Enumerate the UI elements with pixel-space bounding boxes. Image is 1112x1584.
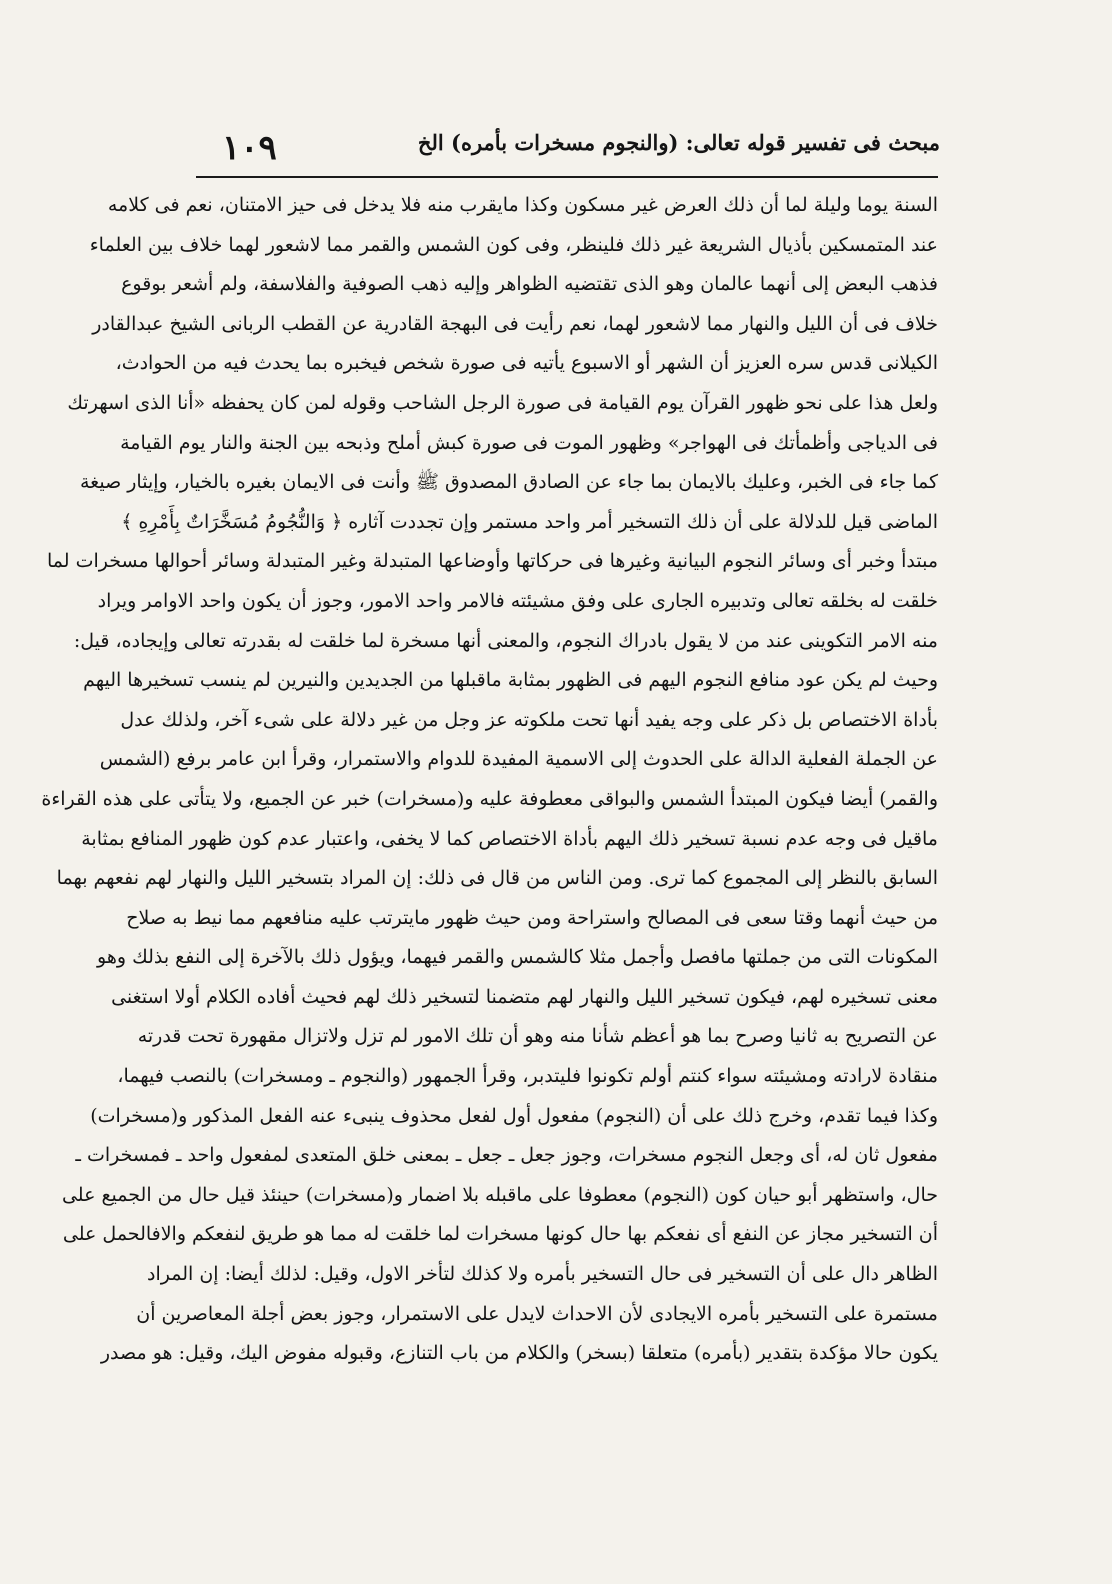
text-line: المكونات التى من جملتها مافصل وأجمل مثلا كالشمس والقمر فيهما، ويؤول ذلك بالآخرة إلى النفع بذلك وهو (97, 946, 938, 969)
text-line: وكذا فيما تقدم، وخرج ذلك على أن (النجوم) مفعول أول لفعل محذوف ينبىء عنه الفعل المذكور و(مسخرات) (90, 1104, 938, 1127)
text-line: ماقيل فى وجه عدم نسبة تسخير ذلك اليهم بأداة الاختصاص كما لا يخفى، واعتبار عدم كون ظهور المنافع بمثابة (81, 827, 938, 850)
text-line: مستمرة على التسخير بأمره الايجادى لأن الاحداث لايدل على الاستمرار، وجوز بعض أجلة المعاصرين أن (136, 1302, 938, 1325)
page-number: ١٠٩ (222, 128, 277, 168)
text-line: منقادة لارادته ومشيئته سواء كنتم أولم تكونوا فليتدبر، وقرأ الجمهور (والنجوم ـ ومسخرات) بالنصب فيهما، (117, 1065, 938, 1088)
text-line: حال، واستظهر أبو حيان كون (النجوم) معطوفا على ماقبله بلا اضمار و(مسخرات) حينئذ قيل حال من الجميع على (61, 1183, 938, 1206)
header-rule (196, 176, 938, 178)
body-text (41, 186, 938, 1374)
text-line: الظاهر دال على أن التسخير فى حال التسخير بأمره ولا كذلك لتأخر الاول، وقيل: لذلك أيضا: إن المراد (147, 1263, 938, 1286)
text-line: من حيث أنهما وقتا سعى فى المصالح واستراحة ومن حيث ظهور مايترتب عليه منافعهم مما نيط به صلاح (126, 906, 938, 929)
page-header (210, 128, 940, 178)
text-line: منه الامر التكوينى عند من لا يقول بادراك النجوم، والمعنى أنها مسخرة لما خلقت له بقدرته تعالى وإيجاده، قيل: (73, 629, 938, 652)
text-line: مفعول ثان له، أى وجعل النجوم مسخرات، وجوز جعل ـ جعل ـ بمعنى خلق المتعدى لمفعول واحد ـ فمسخرات ـ (75, 1144, 938, 1167)
text-line: فى الدياجى وأظمأتك فى الهواجر» وظهور الموت فى صورة كبش أملح وذبحه بين الجنة والنار يوم القيامة (120, 431, 938, 454)
text-line: ولعل هذا على نحو ظهور القرآن يوم القيامة فى صورة الرجل الشاحب وقوله لمن كان يحفظه «أنا الذى اسهرتك (67, 391, 938, 414)
text-line: خلاف فى أن الليل والنهار مما لاشعور لهما، نعم رأيت فى البهجة القادرية عن القطب الربانى الشيخ عبدالقادر (92, 312, 938, 335)
text-line: فذهب البعض إلى أنهما عالمان وهو الذى تقتضيه الظواهر وإليه ذهب الصوفية والفلاسفة، ولم أشعر بوقوع (121, 273, 938, 296)
text-line: مبتدأ وخبر أى وسائر النجوم البيانية وغيرها فى حركاتها وأوضاعها المتبدلة وغير المتبدلة وسائر أحوالها مسخرات لما (46, 550, 938, 573)
text-line: وحيث لم يكن عود منافع النجوم اليهم فى الظهور بمثابة ماقبلها من الجديدين والنيرين لم ينسب تسخيرها اليهم (83, 669, 938, 692)
text-line: كما جاء فى الخبر، وعليك بالايمان بما جاء عن الصادق المصدوق ﷺ وأنت فى الايمان بغيره بالخيار، وإيثار صيغة (79, 471, 938, 494)
text-line: والقمر) أيضا فيكون المبتدأ الشمس والبواقى معطوفة عليه و(مسخرات) خبر عن الجميع، ولا يتأتى على هذه القراءة (41, 787, 938, 810)
text-line: أن التسخير مجاز عن النفع أى نفعكم بها حال كونها مسخرات لما خلقت له مما هو طريق لنفعكم والافالحمل على (62, 1223, 938, 1246)
text-line: السنة يوما وليلة لما أن ذلك العرض غير مسكون وكذا مايقرب منه فلا يدخل فى حيز الامتنان، نعم فى كلامه (107, 194, 938, 216)
text-line: الماضى قيل للدلالة على أن ذلك التسخير أمر واحد مستمر وإن تجددت آثاره ﴿ وَالنُّجُومُ مُسَخَّرَاتٌ بِأَمْرِهِ ﴾ (121, 510, 938, 533)
text-line: السابق بالنظر إلى المجموع كما ترى. ومن الناس من قال فى ذلك: إن المراد بتسخير الليل والنهار لهم نفعهم بهما (56, 867, 938, 890)
text-line: عند المتمسكين بأذيال الشريعة غير ذلك فلينظر، وفى كون الشمس والقمر مما لاشعور لهما خلاف بين العلماء (89, 233, 938, 256)
text-line: عن التصريح به ثانيا وصرح بما هو أعظم شأنا منه وهو أن تلك الامور لم تزل ولاتزال مقهورة تحت قدرته (137, 1025, 938, 1048)
text-line: يكون حالا مؤكدة بتقدير (بأمره) متعلقا (بسخر) والكلام من باب التنازع، وقبوله مفوض اليك، وقيل: هو مصدر (100, 1342, 938, 1365)
text-line: عن الجملة الفعلية الدالة على الحدوث إلى الاسمية المفيدة للدوام والاستمرار، وقرأ ابن عامر برفع (الشمس (99, 748, 938, 771)
text-line: خلقت له بخلقه تعالى وتدبيره الجارى على وفق مشيئته فالامر واحد الامور، وجوز أن يكون واحد الاوامر ويراد (97, 589, 938, 612)
text-line: بأداة الاختصاص بل ذكر على وجه يفيد أنها تحت ملكوته عز وجل من غير دلالة على شىء آخر، ولذلك عدل (120, 708, 938, 731)
running-title: مبحث فى تفسير قوله تعالى: (والنجوم مسخرات بأمره) الخ (417, 130, 940, 155)
text-line: الكيلانى قدس سره العزيز أن الشهر أو الاسبوع يأتيه فى صورة شخص فيخبره بما يحدث فيه من الحوادث، (115, 352, 938, 375)
text-line: معنى تسخيره لهم، فيكون تسخير الليل والنهار لهم متضمنا لتسخير ذلك لهم فحيث أفاده الكلام أولا استغنى (111, 985, 938, 1008)
